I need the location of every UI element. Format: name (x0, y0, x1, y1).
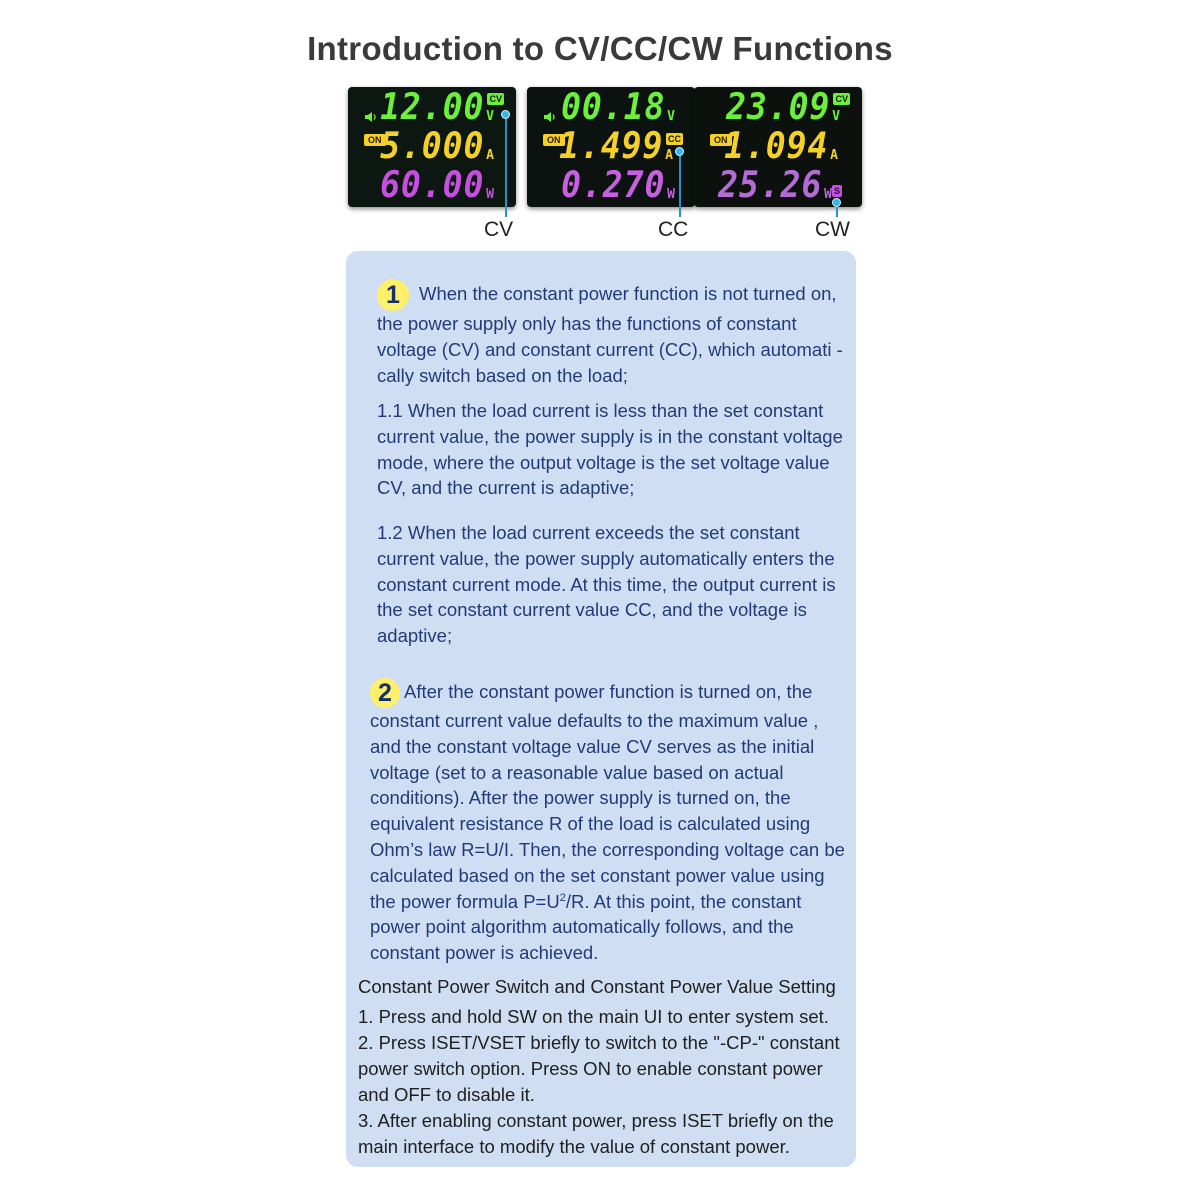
on-badge: ON (364, 134, 386, 146)
cv-label: CV (484, 218, 514, 241)
power-unit: W (824, 187, 832, 202)
settings-step-1: 1. Press and hold SW on the main UI to enter system set. (358, 1006, 829, 1027)
on-badge: ON (710, 134, 732, 146)
page-title: Introduction to CV/CC/CW Functions (307, 30, 893, 67)
voltage-value: 12.00 (379, 87, 485, 128)
cc-label: CC (658, 218, 689, 241)
cc-badge: CC (668, 134, 681, 144)
power-value: 0.270 (560, 165, 666, 206)
settings-heading: Constant Power Switch and Constant Power Value Setting (358, 976, 836, 997)
cv-badge: CV (835, 94, 848, 104)
cw-label: CW (815, 218, 850, 241)
voltage-value: 00.18 (560, 87, 666, 128)
lcd-display-cc (527, 87, 695, 207)
section-2-text (370, 678, 850, 966)
section-1-1-text: 1.1 When the load current is less than the set constant current value, the power supply is in the constant voltage mode, where the output voltage is the set voltage value CV, and the current is adaptive; (377, 400, 843, 499)
current-unit: A (830, 148, 838, 163)
voltage-unit: V (667, 109, 675, 124)
number-badge-1: 1 (377, 279, 409, 311)
current-value: 1.499 (558, 126, 664, 167)
current-unit: A (665, 148, 673, 163)
current-value: 5.000 (379, 126, 485, 167)
voltage-value: 23.09 (725, 87, 831, 128)
cv-badge: CV (489, 94, 502, 104)
section-2-body-start: After the constant power function is turned on, the constant current value defaults to the maximum value , and the constant voltage value CV serves as the initial voltage (set to a reasonable value based on actual conditions). After the power supply is turned on, the equivalent resistance R of the load is calculated using Ohm’s law R=U/I. Then, the corresponding voltage can be calculated based on the set constant power value using the power formula P=U (370, 681, 845, 912)
section-2-body-end: /R. At this point, the constant power point algorithm automatically follows, and the constant power is achieved. (370, 890, 802, 964)
current-unit: A (486, 148, 494, 163)
power-value: 25.26 (717, 165, 823, 206)
lcd-display-cv (348, 87, 516, 207)
cc-leader-line (679, 153, 681, 217)
power-unit: W (486, 187, 494, 202)
cc-leader-dot (675, 147, 684, 156)
voltage-unit: V (486, 109, 494, 124)
current-value: 1.094 (723, 126, 829, 167)
section-1-body: When the constant power function is not turned on, the power supply only has the functions of constant voltage (CV) and constant current (CC), which automati -cally switch based on the load; (377, 283, 843, 386)
power-unit: W (667, 187, 675, 202)
number-badge-2: 2 (370, 678, 400, 708)
settings-block (358, 974, 855, 1160)
settings-step-2: 2. Press ISET/VSET briefly to switch to the "-CP-" constant power switch option. Press ON to enable constant power and OFF to disable it. (358, 1032, 840, 1105)
on-badge: ON (543, 134, 565, 146)
section-1-text (377, 279, 857, 388)
power-value: 60.00 (379, 165, 485, 206)
section-1-2-text: 1.2 When the load current exceeds the set constant current value, the power supply automatically enters the constant current mode. At this time, the output current is the set constant current value CC, and the voltage is adaptive; (377, 522, 836, 647)
cw-leader-dot (832, 198, 841, 207)
lcd-display-cw (694, 87, 862, 207)
cv-leader-line (505, 117, 507, 217)
cv-leader-dot (501, 110, 510, 119)
settings-step-3: 3. After enabling constant power, press ISET briefly on the main interface to modify the value of constant power. (358, 1110, 834, 1157)
superscript-2: 2 (559, 891, 566, 904)
voltage-unit: V (832, 109, 840, 124)
cw-badge: S (833, 186, 840, 196)
